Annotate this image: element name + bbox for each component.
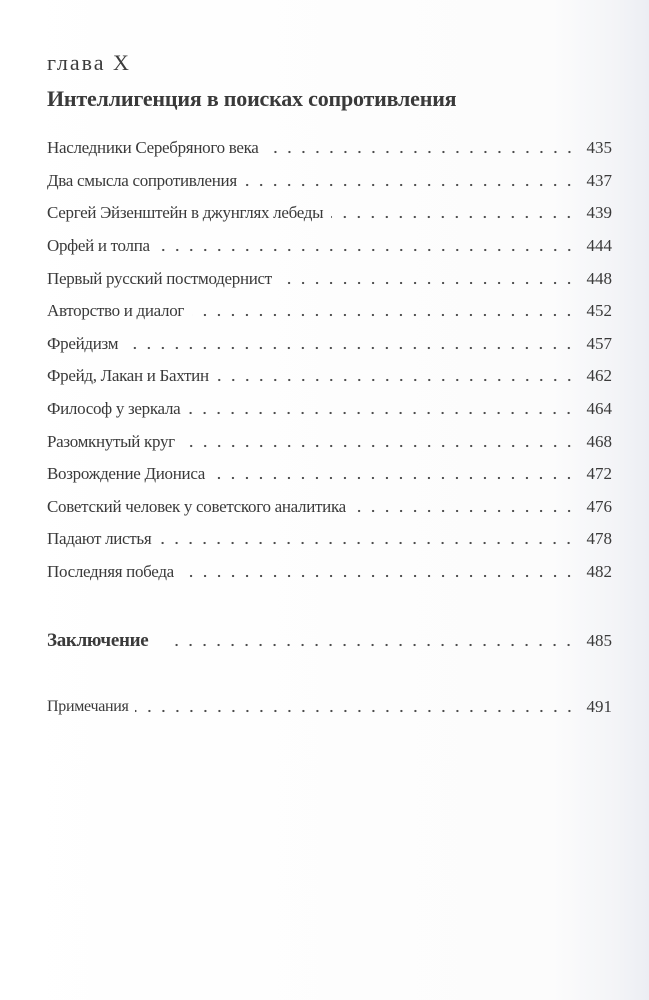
- dot-leader: [217, 378, 576, 382]
- dot-leader: [126, 346, 576, 350]
- conclusion-page: 485: [586, 631, 612, 650]
- dot-leader: [182, 574, 576, 578]
- toc-list: [47, 132, 612, 588]
- dot-leader: [192, 313, 576, 317]
- toc-entry: [47, 328, 612, 361]
- toc-entry-title: Падают листья: [47, 529, 152, 549]
- toc-entry-title: Первый русский постмодернист: [47, 268, 272, 288]
- toc-entry: [47, 425, 612, 458]
- toc-entry-page: 448: [586, 268, 612, 288]
- toc-notes: [47, 692, 612, 722]
- toc-entry-page: 437: [586, 170, 612, 190]
- toc-entry: [47, 262, 612, 295]
- notes-page: 491: [586, 697, 612, 716]
- toc-entry-title: Последняя победа: [47, 562, 174, 582]
- dot-leader: [245, 183, 576, 187]
- toc-conclusion: [47, 626, 612, 656]
- dot-leader: [354, 509, 576, 513]
- toc-entry-page: 439: [586, 203, 612, 223]
- toc-entry-page: 457: [586, 333, 612, 353]
- toc-entry-title: Фрейд, Лакан и Бахтин: [47, 366, 209, 386]
- toc-entry-title: Философ у зеркала: [47, 399, 181, 419]
- chapter-label: глава X: [47, 50, 131, 75]
- dot-leader: [135, 709, 576, 713]
- toc-entry: [47, 360, 612, 393]
- toc-entry-title: Наследники Серебряного века: [47, 138, 259, 158]
- toc-entry-title: Два смысла сопротивления: [47, 170, 237, 190]
- toc-entry-title: Авторство и диалог: [47, 301, 185, 321]
- dot-leader: [280, 281, 576, 285]
- dot-leader: [188, 411, 576, 415]
- chapter-title: Интеллигенция в поисках сопротивления: [47, 86, 457, 111]
- toc-entry-page: 444: [586, 236, 612, 256]
- toc-entry-page: 452: [586, 301, 612, 321]
- toc-entry: [47, 295, 612, 328]
- toc-entry: [47, 230, 612, 263]
- toc-entry: [47, 165, 612, 198]
- toc-entry-page: 472: [586, 464, 612, 484]
- notes-title: Примечания: [47, 698, 129, 715]
- conclusion-title: Заключение: [47, 630, 149, 651]
- dot-leader: [331, 215, 576, 219]
- dot-leader: [183, 444, 576, 448]
- toc-entry: [47, 523, 612, 556]
- toc-entry-page: 468: [586, 431, 612, 451]
- toc-entry-page: 482: [586, 562, 612, 582]
- toc-entry-title: Советский человек у советского аналитика: [47, 496, 346, 516]
- toc-entry-title: Возрождение Диониса: [47, 464, 206, 484]
- dot-leader: [213, 476, 576, 480]
- toc-entry: [47, 458, 612, 491]
- toc-entry: [47, 556, 612, 589]
- toc-entry-title: Сергей Эйзенштейн в джунглях лебеды: [47, 203, 324, 223]
- dot-leader: [267, 150, 576, 154]
- toc-entry-title: Разомкнутый круг: [47, 431, 175, 451]
- toc-entry-title: Орфей и толпа: [47, 236, 150, 256]
- dot-leader: [158, 248, 576, 252]
- toc-entry-title: Фрейдизм: [47, 333, 119, 353]
- toc-entry-page: 435: [586, 138, 612, 158]
- toc-entry: [47, 491, 612, 524]
- toc-entry: [47, 197, 612, 230]
- toc-entry: [47, 132, 612, 165]
- toc-entry-page: 464: [586, 399, 612, 419]
- toc-entry-page: 478: [586, 529, 612, 549]
- toc-entry-page: 462: [586, 366, 612, 386]
- dot-leader: [164, 643, 576, 647]
- dot-leader: [159, 541, 576, 545]
- toc-entry-page: 476: [586, 496, 612, 516]
- toc-entry: [47, 393, 612, 426]
